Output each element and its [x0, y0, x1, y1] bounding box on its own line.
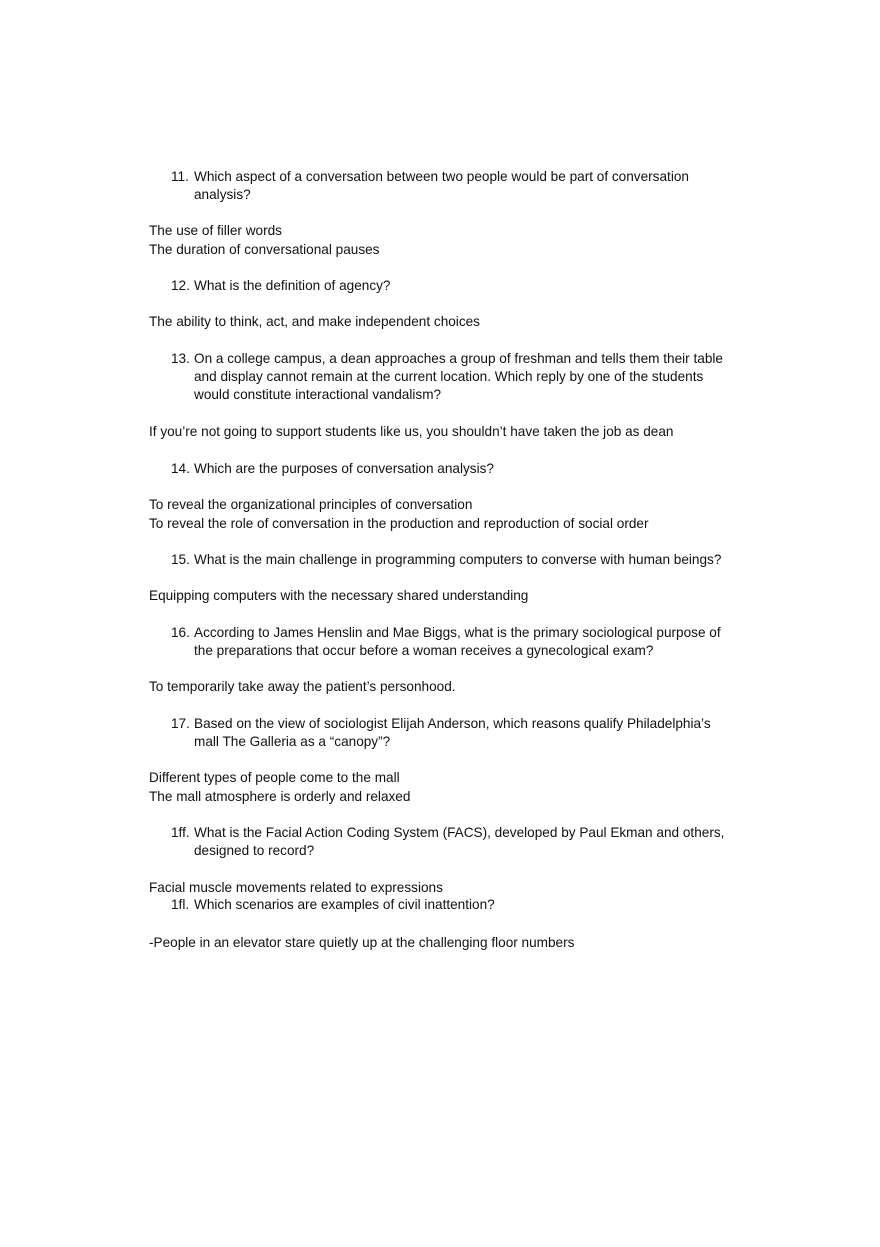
question-14 [171, 460, 731, 478]
answer-line: The use of filler words [149, 223, 282, 238]
question-number: 12. [171, 278, 190, 293]
question-text: Which aspect of a conversation between two people would be part of conversation analysis? [194, 169, 689, 203]
question-number: 11. [171, 169, 189, 184]
question-text: On a college campus, a dean approaches a group of freshman and tells them their table and display cannot remain at the current location. Which reply by one of the students would constitute interactional vandalism? [194, 351, 723, 403]
question-text: What is the Facial Action Coding System (FACS), developed by Paul Ekman and others, designed to record? [194, 825, 725, 859]
question-11 [171, 168, 731, 204]
question-number: 17. [171, 716, 190, 731]
answer-line: Facial muscle movements related to expressions [149, 880, 443, 895]
answer-line: Different types of people come to the mall [149, 770, 400, 785]
question-number: 15. [171, 552, 190, 567]
question-number: 1ff. [171, 825, 190, 840]
answer-line: The mall atmosphere is orderly and relaxed [149, 789, 411, 804]
question-text: Which scenarios are examples of civil inattention? [194, 897, 495, 912]
answer-line: If you’re not going to support students like us, you shouldn’t have taken the job as dean [149, 424, 674, 439]
question-text: According to James Henslin and Mae Biggs, what is the primary sociological purpose of the preparations that occur before a woman receives a gynecological exam? [194, 625, 721, 659]
answer-line: The duration of conversational pauses [149, 242, 380, 257]
question-12 [171, 277, 731, 295]
question-text: Based on the view of sociologist Elijah Anderson, which reasons qualify Philadelphia’s mall The Galleria as a “canopy”? [194, 716, 711, 750]
question-17 [171, 715, 731, 751]
question-16 [171, 624, 731, 660]
question-13 [171, 350, 731, 405]
answer-line: -People in an elevator stare quietly up at the challenging floor numbers [149, 935, 575, 950]
question-number: 14. [171, 461, 190, 476]
answer-line: Equipping computers with the necessary shared understanding [149, 588, 529, 603]
question-number: 1fl. [171, 897, 190, 912]
answer-line: To reveal the organizational principles of conversation [149, 497, 473, 512]
question-18 [171, 824, 731, 860]
question-15 [171, 551, 731, 569]
question-text: What is the definition of agency? [194, 278, 391, 293]
question-text: What is the main challenge in programming computers to converse with human beings? [194, 552, 722, 567]
answer-line: The ability to think, act, and make independent choices [149, 314, 480, 329]
answer-line: To temporarily take away the patient’s personhood. [149, 679, 456, 694]
question-number: 13. [171, 351, 190, 366]
answer-line: To reveal the role of conversation in the production and reproduction of social order [149, 516, 649, 531]
question-text: Which are the purposes of conversation analysis? [194, 461, 494, 476]
question-19 [171, 896, 731, 914]
question-number: 16. [171, 625, 190, 640]
